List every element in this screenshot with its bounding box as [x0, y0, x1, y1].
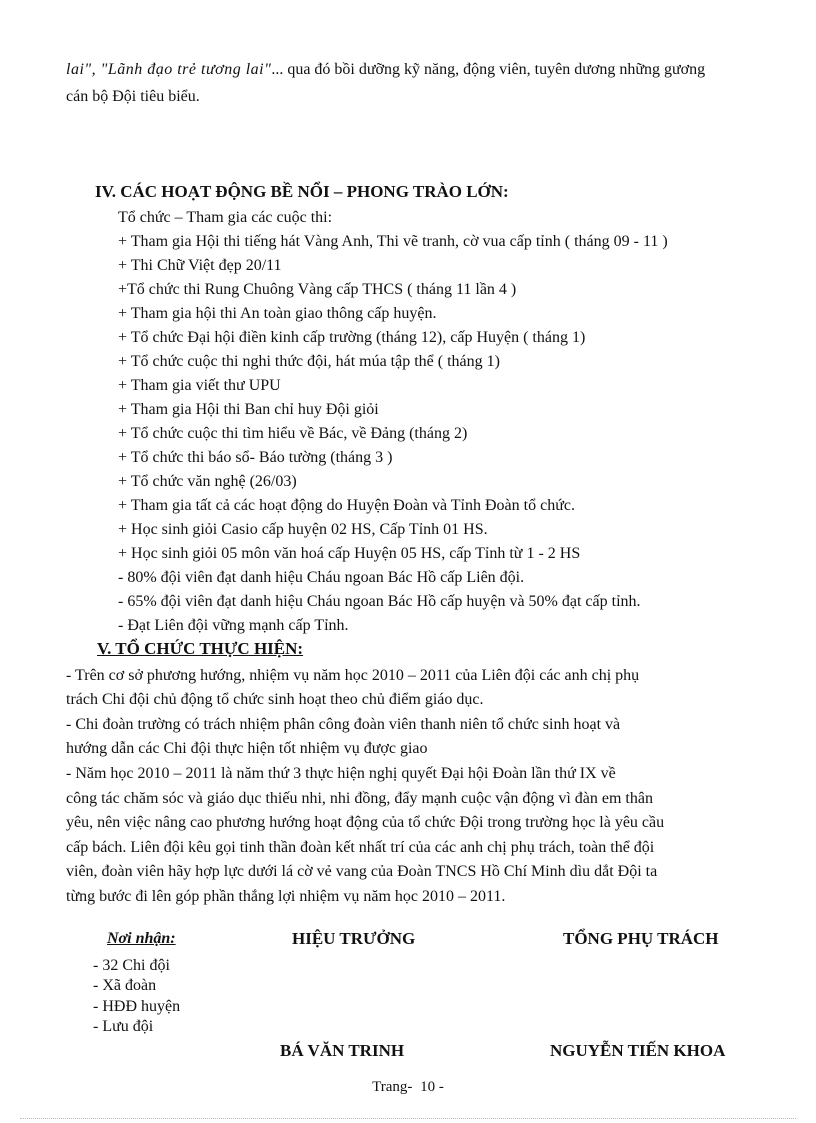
principal-title: HIỆU TRƯỞNG — [292, 929, 416, 948]
section-5-line: công tác chăm sóc và giáo dục thiếu nhi, nhi đồng, đẩy mạnh cuộc vận động vì đàn em thân — [66, 790, 653, 807]
page-footer — [0, 1079, 816, 1096]
section-4-item: +Tổ chức thi Rung Chuông Vàng cấp THCS ( tháng 11 lần 4 ) — [118, 281, 517, 298]
intro-rest: ... qua đó bồi dưỡng kỹ năng, động viên, tuyên dương những gương — [271, 61, 706, 78]
section-4-item: + Tham gia Hội thi tiếng hát Vàng Anh, Thi vẽ tranh, cờ vua cấp tỉnh ( tháng 09 - 11 ) — [118, 233, 668, 250]
section-4-item: + Học sinh giỏi 05 môn văn hoá cấp Huyện 05 HS, cấp Tỉnh từ 1 - 2 HS — [118, 545, 581, 562]
footer-label: Trang- — [372, 1079, 413, 1095]
principal-name: BÁ VĂN TRINH — [280, 1041, 405, 1060]
section-4-item: + Học sinh giỏi Casio cấp huyện 02 HS, Cấp Tỉnh 01 HS. — [118, 521, 488, 538]
recipient-item: - HĐĐ huyện — [93, 998, 181, 1015]
section-4-item: + Tổ chức cuộc thi nghi thức đội, hát múa tập thể ( tháng 1) — [118, 353, 500, 370]
recipient-item: - Xã đoàn — [93, 977, 157, 994]
recipient-item: - Lưu đội — [93, 1018, 154, 1035]
section-4-item: - 65% đội viên đạt danh hiệu Cháu ngoan Bác Hồ cấp huyện và 50% đạt cấp tỉnh. — [118, 593, 641, 610]
section-5-line: viên, đoàn viên hãy hợp lực dưới lá cờ vẻ vang của Đoàn TNCS Hồ Chí Minh dìu dắt Đội ta — [66, 863, 658, 880]
section-5-line: yêu, nên việc nâng cao phương hướng hoạt động của tổ chức Đội trong trường học là yêu cầu — [66, 814, 665, 831]
section-5-line: - Năm học 2010 – 2011 là năm thứ 3 thực hiện nghị quyết Đại hội Đoàn lần thứ IX về — [66, 765, 616, 782]
leader-name: NGUYỄN TIẾN KHOA — [550, 1041, 726, 1060]
section-4-item: + Tham gia Hội thi Ban chỉ huy Đội giỏi — [118, 401, 379, 418]
recipient-item: - 32 Chi đội — [93, 957, 170, 974]
section-4-item: - Đạt Liên đội vững mạnh cấp Tỉnh. — [118, 617, 349, 634]
intro-line-2: cán bộ Đội tiêu biểu. — [66, 88, 200, 105]
section-5-heading: V. TỔ CHỨC THỰC HIỆN: — [97, 639, 304, 658]
section-4-item: + Tổ chức thi báo sổ- Báo tường (tháng 3 ) — [118, 449, 393, 466]
section-4-item: + Tổ chức văn nghệ (26/03) — [118, 473, 297, 490]
intro-quote: lai", "Lãnh đạo trẻ tương lai" — [66, 61, 272, 78]
page-bottom-rule — [20, 1118, 796, 1119]
section-4-item: Tổ chức – Tham gia các cuộc thi: — [118, 209, 333, 226]
intro-line-1 — [66, 60, 705, 80]
section-4-item: + Tham gia viết thư UPU — [118, 377, 281, 394]
section-4-item: + Thi Chữ Việt đẹp 20/11 — [118, 257, 282, 274]
section-5-line: cấp bách. Liên đội kêu gọi tinh thần đoàn kết nhất trí của các anh chị phụ trách, toàn thể đội — [66, 839, 655, 856]
section-4-heading: IV. CÁC HOẠT ĐỘNG BỀ NỔI – PHONG TRÀO LỚN: — [95, 182, 509, 201]
section-5-line: hướng dẫn các Chi đội thực hiện tốt nhiệm vụ được giao — [66, 740, 428, 757]
section-5-line: từng bước đi lên góp phần thắng lợi nhiệm vụ năm học 2010 – 2011. — [66, 888, 506, 905]
section-4-item: - 80% đội viên đạt danh hiệu Cháu ngoan Bác Hồ cấp Liên đội. — [118, 569, 525, 586]
section-5-line: - Trên cơ sở phương hướng, nhiệm vụ năm học 2010 – 2011 của Liên đội các anh chị phụ — [66, 667, 640, 684]
section-4-item: + Tổ chức Đại hội điền kinh cấp trường (tháng 12), cấp Huyện ( tháng 1) — [118, 329, 586, 346]
section-4-item: + Tham gia tất cả các hoạt động do Huyện Đoàn và Tỉnh Đoàn tổ chức. — [118, 497, 575, 514]
section-4-item: + Tham gia hội thi An toàn giao thông cấp huyện. — [118, 305, 437, 322]
section-4-item: + Tổ chức cuộc thi tìm hiểu về Bác, về Đảng (tháng 2) — [118, 425, 468, 442]
section-5-line: - Chi đoàn trường có trách nhiệm phân công đoàn viên thanh niên tổ chức sinh hoạt và — [66, 716, 621, 733]
leader-title: TỔNG PHỤ TRÁCH — [563, 929, 719, 948]
section-5-line: trách Chi đội chủ động tổ chức sinh hoạt theo chủ điểm giáo dục. — [66, 691, 484, 708]
recipients-title: Nơi nhận: — [107, 930, 176, 947]
footer-page-number: 10 - — [420, 1079, 444, 1095]
